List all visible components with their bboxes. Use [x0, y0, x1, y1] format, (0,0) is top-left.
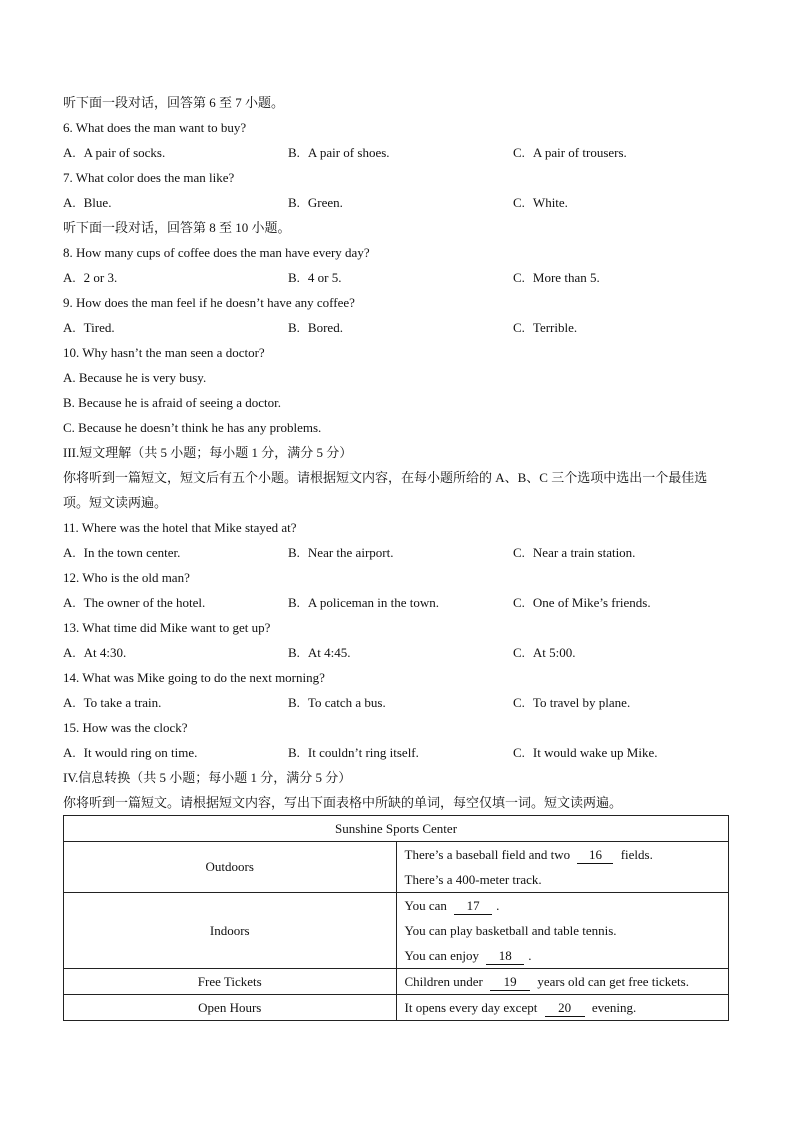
option-a[interactable]: A. In the town center.	[63, 545, 181, 560]
question-11-stem: 11. Where was the hotel that Mike stayed at?	[63, 520, 297, 535]
option-b[interactable]: B. A pair of shoes.	[288, 145, 390, 160]
dialog3-intro: 听下面一段对话，回答第 8 至 10 小题。	[63, 220, 291, 235]
blank-17[interactable]: 17	[454, 898, 492, 915]
question-14-options	[63, 690, 731, 715]
blank-19[interactable]: 19	[490, 974, 530, 991]
row-label-free-tickets: Free Tickets	[64, 969, 397, 995]
row-label-open-hours: Open Hours	[64, 995, 397, 1021]
question-10-option-c[interactable]: C. Because he doesn’t think he has any problems.	[63, 420, 322, 435]
question-15-options	[63, 740, 731, 765]
option-b[interactable]: B. It couldn’t ring itself.	[288, 745, 419, 760]
question-12-stem: 12. Who is the old man?	[63, 570, 190, 585]
table-row	[64, 969, 729, 995]
option-a[interactable]: A. Tired.	[63, 320, 115, 335]
question-7-stem: 7. What color does the man like?	[63, 170, 235, 185]
option-a[interactable]: A. The owner of the hotel.	[63, 595, 206, 610]
table-row	[64, 816, 729, 842]
option-c[interactable]: C. One of Mike’s friends.	[513, 595, 651, 610]
option-c[interactable]: C. At 5:00.	[513, 645, 576, 660]
question-10-option-b[interactable]: B. Because he is afraid of seeing a doctor.	[63, 395, 282, 410]
question-8-stem: 8. How many cups of coffee does the man have every day?	[63, 245, 370, 260]
option-c[interactable]: C. Near a train station.	[513, 545, 636, 560]
table-row	[64, 995, 729, 1021]
option-a[interactable]: A. To take a train.	[63, 695, 162, 710]
option-c[interactable]: C. White.	[513, 195, 568, 210]
option-b[interactable]: B. A policeman in the town.	[288, 595, 439, 610]
outdoors-cell: There’s a baseball field and two 16 fields. There’s a 400-meter track.	[396, 842, 729, 893]
option-a[interactable]: A. A pair of socks.	[63, 145, 166, 160]
indoors-cell: You can 17 . You can play basketball and table tennis. You can enjoy 18 .	[396, 893, 729, 969]
option-b[interactable]: B. Bored.	[288, 320, 343, 335]
question-12-options	[63, 590, 731, 615]
question-11-options	[63, 540, 731, 565]
question-14-stem: 14. What was Mike going to do the next morning?	[63, 670, 325, 685]
row-label-indoors: Indoors	[64, 893, 397, 969]
question-10-stem: 10. Why hasn’t the man seen a doctor?	[63, 345, 265, 360]
hours-cell: It opens every day except 20 evening.	[396, 995, 729, 1021]
option-a[interactable]: A. Blue.	[63, 195, 112, 210]
part4-intro: 你将听到一篇短文。请根据短文内容，写出下面表格中所缺的单词，每空仅填一词。短文读两遍。	[63, 795, 623, 810]
question-9-stem: 9. How does the man feel if he doesn’t have any coffee?	[63, 295, 355, 310]
table-title: Sunshine Sports Center	[64, 816, 729, 842]
question-13-stem: 13. What time did Mike want to get up?	[63, 620, 271, 635]
option-c[interactable]: C. To travel by plane.	[513, 695, 631, 710]
part4-heading: IV.信息转换（共 5 小题；每小题 1 分，满分 5 分）	[63, 770, 352, 785]
option-b[interactable]: B. Green.	[288, 195, 343, 210]
option-c[interactable]: C. It would wake up Mike.	[513, 745, 658, 760]
question-7-options	[63, 190, 731, 215]
question-8-options	[63, 265, 731, 290]
option-b[interactable]: B. To catch a bus.	[288, 695, 386, 710]
question-13-options	[63, 640, 731, 665]
part3-heading: III.短文理解（共 5 小题；每小题 1 分，满分 5 分）	[63, 445, 353, 460]
blank-16[interactable]: 16	[577, 847, 613, 864]
question-15-stem: 15. How was the clock?	[63, 720, 188, 735]
dialog2-intro: 听下面一段对话，回答第 6 至 7 小题。	[63, 95, 285, 110]
blank-20[interactable]: 20	[545, 1000, 585, 1017]
tickets-cell: Children under 19 years old can get free tickets.	[396, 969, 729, 995]
question-9-options	[63, 315, 731, 340]
info-table	[63, 815, 729, 1021]
part3-intro: 你将听到一篇短文，短文后有五个小题。请根据短文内容，在每小题所给的 A、B、C 三个选项中选出一个最佳选项。短文读两遍。	[63, 470, 708, 510]
option-c[interactable]: C. A pair of trousers.	[513, 145, 627, 160]
option-b[interactable]: B. At 4:45.	[288, 645, 351, 660]
row-label-outdoors: Outdoors	[64, 842, 397, 893]
question-6-options	[63, 140, 731, 165]
question-6-stem: 6. What does the man want to buy?	[63, 120, 247, 135]
exam-page	[63, 90, 731, 1021]
option-c[interactable]: C. Terrible.	[513, 320, 578, 335]
table-row	[64, 893, 729, 969]
option-b[interactable]: B. 4 or 5.	[288, 270, 342, 285]
option-b[interactable]: B. Near the airport.	[288, 545, 394, 560]
blank-18[interactable]: 18	[486, 948, 524, 965]
question-10-option-a[interactable]: A. Because he is very busy.	[63, 370, 207, 385]
option-a[interactable]: A. 2 or 3.	[63, 270, 118, 285]
option-a[interactable]: A. At 4:30.	[63, 645, 127, 660]
option-a[interactable]: A. It would ring on time.	[63, 745, 198, 760]
option-c[interactable]: C. More than 5.	[513, 270, 600, 285]
table-row	[64, 842, 729, 893]
